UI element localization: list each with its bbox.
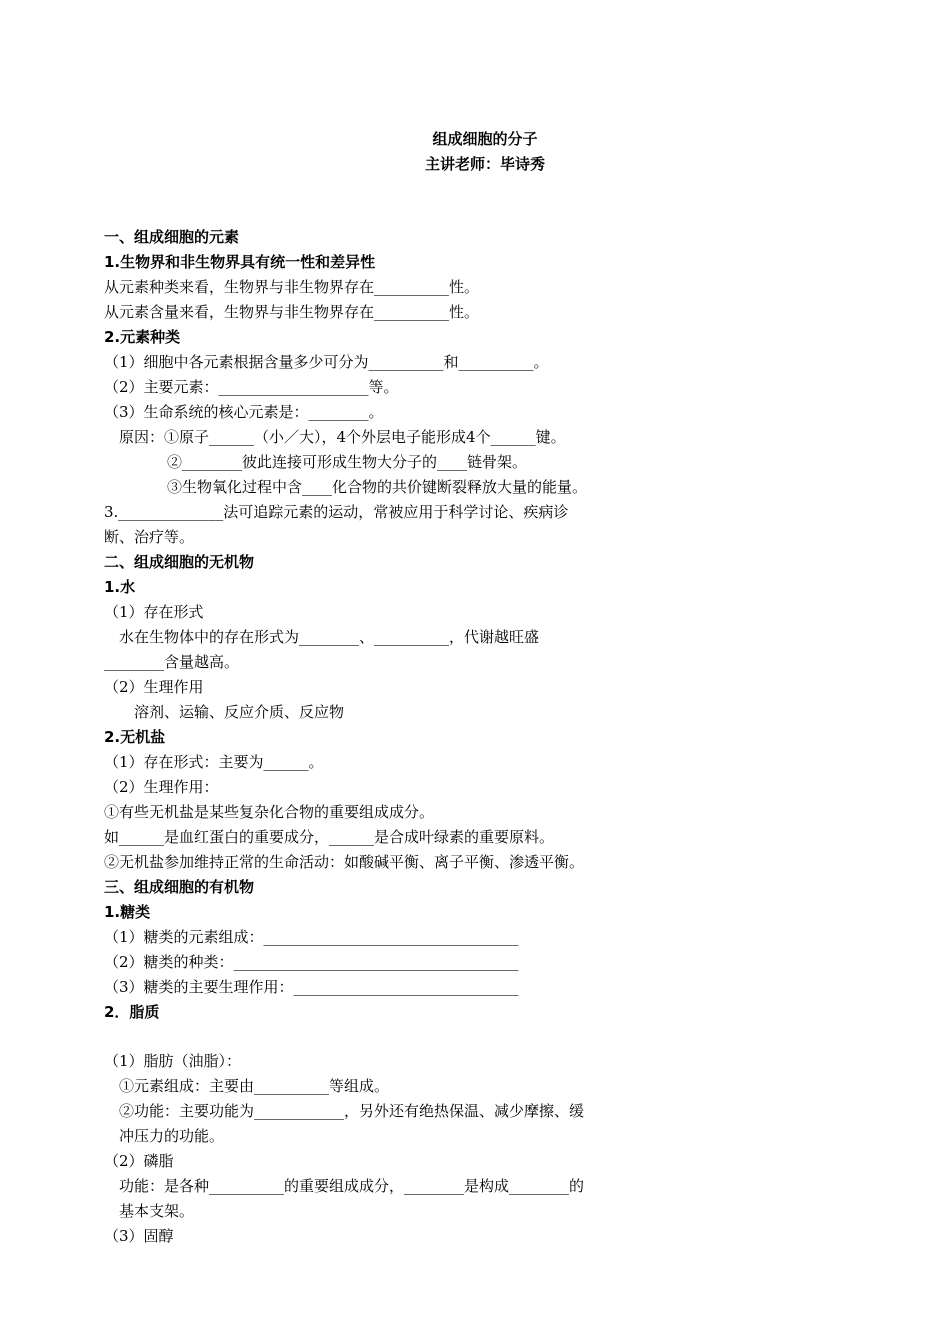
section-heading-2: 二、组成细胞的无机物 (104, 553, 255, 571)
text-line: （1）存在形式：主要为______。 (104, 753, 324, 771)
document-title: 组成细胞的分子 (432, 130, 538, 148)
section-heading-3: 三、组成细胞的有机物 (104, 878, 255, 896)
text-line: （2）糖类的种类：______________________________________ (104, 953, 519, 971)
text-line: （2）生理作用 (104, 678, 204, 696)
subheading: 1.糖类 (104, 903, 151, 921)
text-line: ②功能：主要功能为____________，另外还有绝热保温、减少摩擦、缓 (119, 1102, 585, 1120)
subheading: 2.元素种类 (104, 328, 181, 346)
text-line: （3）生命系统的核心元素是：________。 (104, 403, 384, 421)
text-line: 水在生物体中的存在形式为________、__________，代谢越旺盛 (119, 628, 540, 646)
section-heading-1: 一、组成细胞的元素 (104, 228, 240, 246)
subheading: 1.水 (104, 578, 136, 596)
text-line: 如______是血红蛋白的重要成分，______是合成叶绿素的重要原料。 (104, 828, 555, 846)
text-line: ②________彼此连接可形成生物大分子的____链骨架。 (167, 453, 528, 471)
text-line: 冲压力的功能。 (119, 1127, 225, 1145)
lecturer-line: 主讲老师：毕诗秀 (424, 155, 545, 173)
subheading: 2．脂质 (104, 1003, 160, 1021)
text-line: ③生物氧化过程中含____化合物的共价键断裂释放大量的能量。 (167, 478, 588, 496)
text-line: ②无机盐参加维持正常的生命活动：如酸碱平衡、离子平衡、渗透平衡。 (104, 853, 585, 871)
text-line: ①元素组成：主要由__________等组成。 (119, 1077, 390, 1095)
text-line: （2）磷脂 (104, 1152, 174, 1170)
subheading: 1.生物界和非生物界具有统一性和差异性 (104, 253, 376, 271)
text-line: （3）糖类的主要生理作用：______________________________ (104, 978, 519, 996)
text-line: 从元素种类来看，生物界与非生物界存在__________性。 (104, 278, 480, 296)
text-line: （1）脂肪（油脂）： (104, 1052, 242, 1070)
text-line: 3.______________法可追踪元素的运动，常被应用于科学讨论、疾病诊 (104, 503, 569, 521)
text-line: 基本支架。 (119, 1202, 195, 1220)
text-line: （1）存在形式 (104, 603, 204, 621)
text-line: ________含量越高。 (104, 653, 240, 671)
text-line: 溶剂、运输、反应介质、反应物 (134, 703, 345, 721)
text-line: 功能：是各种__________的重要组成成分，________是构成________的 (119, 1177, 585, 1195)
text-line: 断、治疗等。 (104, 528, 195, 546)
text-line: （2）主要元素：____________________等。 (104, 378, 399, 396)
subheading: 2.无机盐 (104, 728, 166, 746)
text-line: （2）生理作用： (104, 778, 219, 796)
text-line: 从元素含量来看，生物界与非生物界存在__________性。 (104, 303, 480, 321)
text-line: 原因：①原子______（小／大），4个外层电子能形成4个______键。 (119, 428, 566, 446)
text-line: （1）细胞中各元素根据含量多少可分为__________和__________。 (104, 353, 549, 371)
text-line: （1）糖类的元素组成：__________________________________ (104, 928, 519, 946)
text-line: ①有些无机盐是某些复杂化合物的重要组成成分。 (104, 803, 435, 821)
text-line: （3）固醇 (104, 1227, 174, 1245)
